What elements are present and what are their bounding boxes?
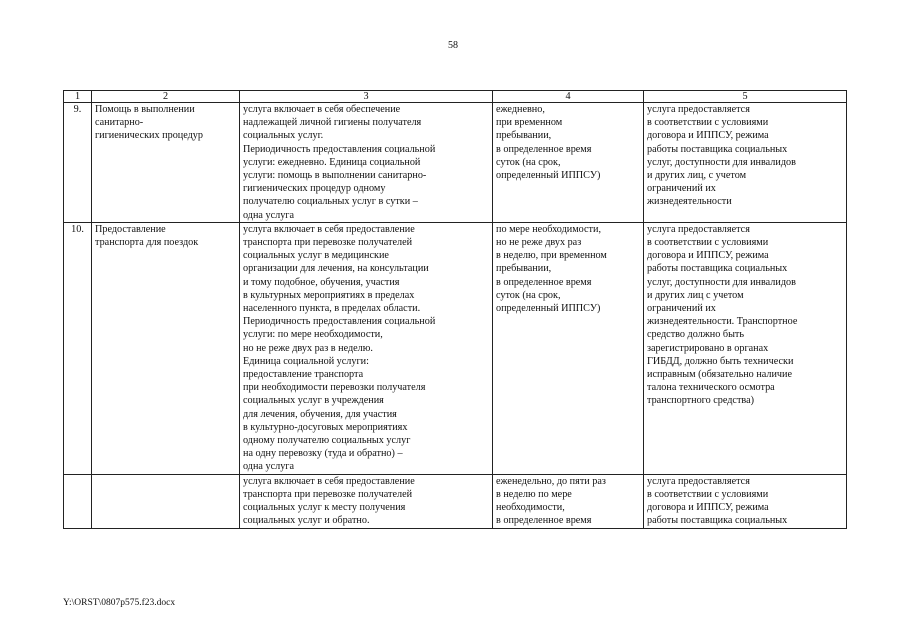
service-description-line: и тому подобное, обучения, участия	[243, 276, 400, 288]
service-description-line: при необходимости перевозки получателя	[243, 382, 426, 394]
service-name-cell	[92, 103, 240, 223]
service-terms-line: в определенное время	[496, 143, 592, 155]
service-conditions-line: работы поставщика социальных	[647, 263, 788, 275]
table-body	[64, 103, 847, 529]
service-conditions-line: средство должно быть	[647, 329, 745, 341]
service-description-line: услуга включает в себя обеспечение	[243, 104, 401, 115]
column-header: 1	[64, 91, 92, 103]
service-conditions-line: услуга предоставляется	[647, 104, 750, 115]
service-terms-line: в неделю по мере	[496, 488, 572, 500]
table-row	[64, 222, 847, 474]
service-terms-line: пребывании,	[496, 130, 552, 142]
service-conditions-line: зарегистрировано в органах	[647, 342, 769, 354]
service-conditions-line: в соответствии с условиями	[647, 488, 769, 500]
service-conditions-line: ограничений их	[647, 183, 716, 195]
service-terms-line: по мере необходимости,	[496, 223, 601, 235]
service-description-line: одна услуга	[243, 209, 294, 221]
service-conditions-line: в соответствии с условиями	[647, 237, 769, 249]
service-description-line: предоставление транспорта	[243, 369, 364, 381]
service-description-cell	[240, 103, 493, 223]
service-description-line: для лечения, обучения, для участия	[243, 408, 397, 420]
service-terms-cell	[493, 103, 644, 223]
service-conditions-line: договора и ИППСУ, режима	[647, 502, 769, 514]
service-conditions-line: договора и ИППСУ, режима	[647, 130, 769, 142]
row-number-cell	[64, 474, 92, 528]
service-conditions-line: услуг, доступности для инвалидов	[647, 156, 796, 168]
service-terms-cell	[493, 222, 644, 474]
service-description-line: транспорта при перевозке получателей	[243, 488, 413, 500]
service-description-line: услуги: по мере необходимости,	[243, 329, 383, 341]
service-conditions-line: договора и ИППСУ, режима	[647, 250, 769, 262]
header-row	[64, 91, 847, 103]
service-conditions-line: жизнедеятельности. Транспортное	[647, 316, 798, 328]
service-conditions-line: и других лиц, с учетом	[647, 170, 747, 182]
service-conditions-line: ГИБДД, должно быть технически	[647, 355, 794, 367]
service-conditions-line: жизнедеятельности	[647, 196, 732, 208]
service-conditions-line: услуга предоставляется	[647, 475, 750, 487]
service-conditions-line: в соответствии с условиями	[647, 117, 769, 129]
service-description-line: услуга включает в себя предоставление	[243, 223, 415, 235]
service-name-line: Предоставление	[95, 223, 166, 235]
service-description-line: Периодичность предоставления социальной	[243, 143, 436, 155]
service-conditions-line: талона технического осмотра	[647, 382, 775, 394]
service-description-line: на одну перевозку (туда и обратно) –	[243, 448, 403, 460]
service-terms-line: в определенное время	[496, 276, 592, 288]
service-description-cell	[240, 474, 493, 528]
service-description-line: в культурных мероприятиях в пределах	[243, 289, 415, 301]
service-conditions-cell	[644, 222, 847, 474]
service-conditions-line: работы поставщика социальных	[647, 143, 788, 155]
service-terms-line: еженедельно, до пяти раз	[496, 475, 606, 487]
table-row	[64, 103, 847, 223]
service-description-line: Периодичность предоставления социальной	[243, 316, 436, 328]
service-description-line: социальных услуг в медицинские	[243, 250, 389, 262]
table-row	[64, 474, 847, 528]
service-terms-line: в определенное время	[496, 515, 592, 527]
service-conditions-cell	[644, 474, 847, 528]
row-number-cell: 10.	[64, 222, 92, 474]
service-description-line: услуга включает в себя предоставление	[243, 475, 415, 487]
service-conditions-line: и других лиц с учетом	[647, 289, 744, 301]
page-number: 58	[448, 40, 458, 51]
column-header: 2	[92, 91, 240, 103]
service-conditions-line: услуга предоставляется	[647, 223, 750, 235]
service-description-line: в культурно-досуговых мероприятиях	[243, 421, 408, 433]
service-description-line: Единица социальной услуги:	[243, 355, 369, 367]
column-header: 4	[493, 91, 644, 103]
service-description-line: но не реже двух раз в неделю.	[243, 342, 373, 354]
service-terms-line: определенный ИППСУ)	[496, 170, 601, 182]
service-terms-line: суток (на срок,	[496, 156, 561, 168]
service-terms-line: необходимости,	[496, 502, 565, 514]
service-terms-line: суток (на срок,	[496, 289, 561, 301]
service-name-line: Помощь в выполнении	[95, 104, 195, 115]
row-number-cell: 9.	[64, 103, 92, 223]
service-conditions-line: исправным (обязательно наличие	[647, 369, 793, 381]
service-terms-line: пребывании,	[496, 263, 552, 275]
service-description-line: одна услуга	[243, 461, 294, 473]
service-name-line: транспорта для поездок	[95, 237, 199, 249]
service-terms-line: при временном	[496, 117, 563, 129]
service-name-line: гигиенических процедур	[95, 130, 203, 142]
services-table	[63, 90, 847, 529]
service-conditions-line: услуг, доступности для инвалидов	[647, 276, 796, 288]
service-terms-line: ежедневно,	[496, 104, 545, 115]
file-path-footer: Y:\ORST\0807p575.f23.docx	[63, 598, 176, 608]
service-description-line: социальных услуг в учреждения	[243, 395, 384, 407]
service-conditions-line: работы поставщика социальных	[647, 515, 788, 527]
service-description-line: надлежащей личной гигиены получателя	[243, 117, 422, 129]
column-header: 5	[644, 91, 847, 103]
service-terms-line: в неделю, при временном	[496, 250, 607, 262]
service-description-cell	[240, 222, 493, 474]
service-conditions-line: транспортного средства)	[647, 395, 754, 407]
service-name-cell	[92, 222, 240, 474]
service-description-line: населенного пункта, в пределах области.	[243, 303, 421, 315]
service-name-line: санитарно-	[95, 117, 144, 129]
service-conditions-line: ограничений их	[647, 303, 716, 315]
service-description-line: одному получателю социальных услуг	[243, 435, 411, 447]
column-header: 3	[240, 91, 493, 103]
service-terms-line: определенный ИППСУ)	[496, 303, 601, 315]
service-description-line: транспорта при перевозке получателей	[243, 237, 413, 249]
service-terms-cell	[493, 474, 644, 528]
service-description-line: социальных услуг к месту получения	[243, 502, 406, 514]
service-description-line: организации для лечения, на консультации	[243, 263, 429, 275]
service-terms-line: но не реже двух раз	[496, 237, 582, 249]
service-conditions-cell	[644, 103, 847, 223]
service-description-line: услуги: ежедневно. Единица социальной	[243, 156, 421, 168]
service-description-line: услуги: помощь в выполнении санитарно-	[243, 170, 427, 182]
service-description-line: получателю социальных услуг в сутки –	[243, 196, 418, 208]
service-description-line: социальных услуг.	[243, 130, 324, 142]
service-description-line: социальных услуг и обратно.	[243, 515, 370, 527]
service-description-line: гигиенических процедур одному	[243, 183, 386, 195]
service-name-cell	[92, 474, 240, 528]
